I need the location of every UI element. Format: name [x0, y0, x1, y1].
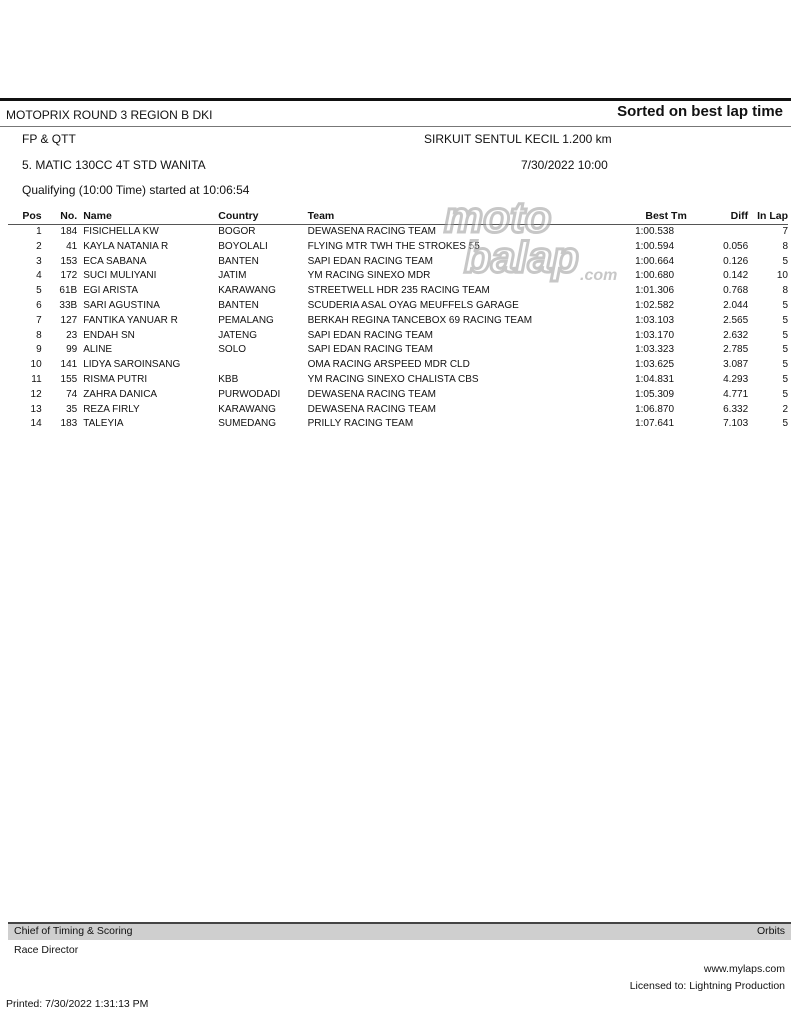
name-cell: RISMA PUTRI	[83, 373, 148, 385]
team-cell: SAPI EDAN RACING TEAM	[307, 344, 433, 356]
team-cell: SAPI EDAN RACING TEAM	[307, 255, 433, 267]
watermark-moto-text: moto	[444, 193, 552, 242]
diff-cell: 4.771	[723, 388, 749, 400]
circuit-name: SIRKUIT SENTUL KECIL 1.200 km	[424, 132, 612, 146]
number-cell: 33B	[59, 299, 78, 311]
name-cell: SARI AGUSTINA	[83, 299, 160, 311]
name-cell: ECA SABANA	[83, 255, 147, 267]
number-cell: 61B	[59, 285, 78, 297]
diff-cell: 2.565	[723, 314, 749, 326]
table-row	[8, 329, 788, 344]
header-pos: Pos	[8, 209, 42, 225]
in-lap-cell: 5	[782, 344, 788, 356]
in-lap-cell: 5	[782, 388, 788, 400]
in-lap-cell: 5	[782, 299, 788, 311]
best-time-cell: 1:01.306	[635, 285, 675, 297]
table-row	[8, 225, 788, 240]
in-lap-cell: 5	[782, 359, 788, 371]
team-cell: DEWASENA RACING TEAM	[307, 403, 436, 415]
diff-cell: 3.087	[723, 359, 749, 371]
header-team: Team	[308, 209, 635, 225]
table-row	[8, 299, 788, 314]
pos-cell: 1	[36, 226, 42, 237]
pos-cell: 8	[36, 329, 42, 341]
team-cell: YM RACING SINEXO CHALISTA CBS	[307, 373, 479, 385]
name-cell: TALEYIA	[83, 418, 124, 430]
name-cell: FISICHELLA KW	[83, 226, 159, 237]
pos-cell: 6	[36, 299, 42, 311]
country-cell: BANTEN	[218, 255, 259, 267]
number-cell: 141	[60, 359, 78, 371]
sort-label: Sorted on best lap time	[617, 103, 783, 120]
in-lap-cell: 2	[782, 403, 788, 415]
pos-cell: 14	[30, 418, 42, 430]
best-time-cell: 1:03.103	[635, 314, 675, 326]
table-row	[8, 373, 788, 388]
name-cell: ALINE	[83, 344, 113, 356]
orbits-label: Orbits	[756, 925, 785, 937]
table-row	[8, 314, 788, 329]
number-cell: 74	[66, 388, 78, 400]
best-time-cell: 1:02.582	[635, 299, 675, 311]
team-cell: FLYING MTR TWH THE STROKES 55	[307, 240, 480, 252]
number-cell: 23	[66, 329, 78, 341]
best-time-cell: 1:04.831	[635, 373, 675, 385]
diff-cell: 0.126	[723, 255, 749, 267]
pos-cell: 2	[36, 240, 42, 252]
diff-cell: 2.044	[723, 299, 749, 311]
results-body	[8, 225, 788, 433]
country-cell: BANTEN	[218, 299, 259, 311]
name-cell: REZA FIRLY	[83, 403, 140, 415]
number-cell: 155	[60, 373, 78, 385]
country-cell: SOLO	[218, 344, 247, 356]
diff-cell: 0.056	[723, 240, 749, 252]
name-cell: SUCI MULIYANI	[83, 270, 157, 282]
in-lap-cell: 5	[782, 373, 788, 385]
pos-cell: 7	[36, 314, 42, 326]
country-cell: BOGOR	[218, 226, 256, 237]
licensed-label: Licensed to: Lightning Production	[629, 980, 785, 992]
country-cell	[218, 358, 307, 373]
race-director-label: Race Director	[14, 944, 79, 956]
session-start-time: Qualifying (10:00 Time) started at 10:06:54	[22, 183, 250, 197]
pos-cell: 13	[30, 403, 42, 415]
name-cell: KAYLA NATANIA R	[83, 240, 169, 252]
results-table	[8, 209, 788, 432]
best-time-cell: 1:03.625	[635, 359, 675, 371]
header-diff: Diff	[697, 209, 748, 225]
team-cell: DEWASENA RACING TEAM	[307, 226, 436, 237]
event-title: MOTOPRIX ROUND 3 REGION B DKI	[6, 108, 213, 122]
pos-cell: 10	[30, 359, 42, 371]
number-cell: 153	[60, 255, 78, 267]
team-cell: BERKAH REGINA TANCEBOX 69 RACING TEAM	[307, 314, 533, 326]
team-cell: SCUDERIA ASAL OYAG MEUFFELS GARAGE	[307, 299, 519, 311]
in-lap-cell: 8	[782, 240, 788, 252]
best-time-cell: 1:05.309	[635, 388, 675, 400]
country-cell: PEMALANG	[218, 314, 274, 326]
team-cell: STREETWELL HDR 235 RACING TEAM	[307, 285, 490, 297]
diff-cell: 0.142	[723, 270, 749, 282]
name-cell: EGI ARISTA	[83, 285, 139, 297]
table-row	[8, 343, 788, 358]
name-cell: FANTIKA YANUAR R	[83, 314, 178, 326]
best-time-cell: 1:07.641	[635, 418, 675, 430]
team-cell: YM RACING SINEXO MDR	[307, 270, 431, 282]
printed-timestamp: Printed: 7/30/2022 1:31:13 PM	[6, 998, 149, 1010]
in-lap-cell: 10	[776, 270, 788, 282]
pos-cell: 9	[36, 344, 42, 356]
country-cell: SUMEDANG	[218, 418, 277, 430]
header-name: Name	[77, 209, 218, 225]
table-row	[8, 388, 788, 403]
class-name: 5. MATIC 130CC 4T STD WANITA	[22, 158, 206, 172]
team-cell: OMA RACING ARSPEED MDR CLD	[307, 359, 470, 371]
chief-timing-label: Chief of Timing & Scoring	[14, 925, 133, 937]
diff-cell: 0.768	[723, 285, 749, 297]
number-cell: 184	[60, 226, 78, 237]
table-header-row	[8, 209, 788, 225]
diff-cell: 7.103	[723, 418, 749, 430]
best-time-cell: 1:00.680	[635, 270, 675, 282]
website-label: www.mylaps.com	[703, 963, 785, 975]
diff-cell: 6.332	[723, 403, 749, 415]
pos-cell: 11	[31, 373, 42, 385]
number-cell: 183	[60, 418, 78, 430]
watermark-com-text: .com	[580, 267, 618, 284]
best-time-cell: 1:03.170	[635, 329, 675, 341]
name-cell: ENDAH SN	[83, 329, 135, 341]
team-cell: PRILLY RACING TEAM	[307, 418, 414, 430]
country-cell: KBB	[218, 373, 239, 385]
pos-cell: 3	[36, 255, 42, 267]
pos-cell: 12	[30, 388, 42, 400]
number-cell: 127	[60, 314, 78, 326]
team-cell: SAPI EDAN RACING TEAM	[307, 329, 433, 341]
country-cell: KARAWANG	[218, 403, 276, 415]
best-time-cell: 1:06.870	[635, 403, 675, 415]
table-row	[8, 269, 788, 284]
table-row	[8, 358, 788, 373]
table-row	[8, 417, 788, 432]
best-time-cell: 1:00.664	[635, 255, 675, 267]
name-cell: LIDYA SAROINSANG	[83, 359, 181, 371]
pos-cell: 5	[36, 285, 42, 297]
best-time-cell: 1:00.538	[635, 226, 675, 237]
table-row	[8, 284, 788, 299]
header-in-lap: In Lap	[748, 209, 788, 225]
in-lap-cell: 5	[782, 418, 788, 430]
number-cell: 172	[60, 270, 78, 282]
best-time-cell: 1:00.594	[635, 240, 675, 252]
in-lap-cell: 5	[782, 314, 788, 326]
number-cell: 35	[66, 403, 78, 415]
table-row	[8, 240, 788, 255]
pos-cell: 4	[36, 270, 42, 282]
name-cell: ZAHRA DANICA	[83, 388, 158, 400]
table-row	[8, 403, 788, 418]
in-lap-cell: 5	[782, 255, 788, 267]
table-row	[8, 255, 788, 270]
country-cell: BOYOLALI	[218, 240, 268, 252]
session-datetime: 7/30/2022 10:00	[521, 158, 608, 172]
team-cell: DEWASENA RACING TEAM	[307, 388, 436, 400]
header-country: Country	[218, 209, 307, 225]
best-time-cell: 1:03.323	[635, 344, 675, 356]
header-no: No.	[42, 209, 78, 225]
header-best-time: Best Tm	[635, 209, 697, 225]
header-divider	[0, 126, 791, 127]
diff-cell: 4.293	[723, 373, 749, 385]
watermark-balap-text: balap	[464, 233, 579, 282]
diff-cell: 2.632	[723, 329, 749, 341]
diff-cell	[697, 225, 748, 240]
in-lap-cell: 8	[782, 285, 788, 297]
country-cell: JATENG	[218, 329, 257, 341]
in-lap-cell: 7	[782, 226, 788, 237]
country-cell: PURWODADI	[218, 388, 281, 400]
country-cell: JATIM	[218, 270, 247, 282]
number-cell: 99	[66, 344, 78, 356]
number-cell: 41	[66, 240, 78, 252]
session-name: FP & QTT	[22, 132, 76, 146]
country-cell: KARAWANG	[218, 285, 276, 297]
in-lap-cell: 5	[782, 329, 788, 341]
diff-cell: 2.785	[723, 344, 749, 356]
